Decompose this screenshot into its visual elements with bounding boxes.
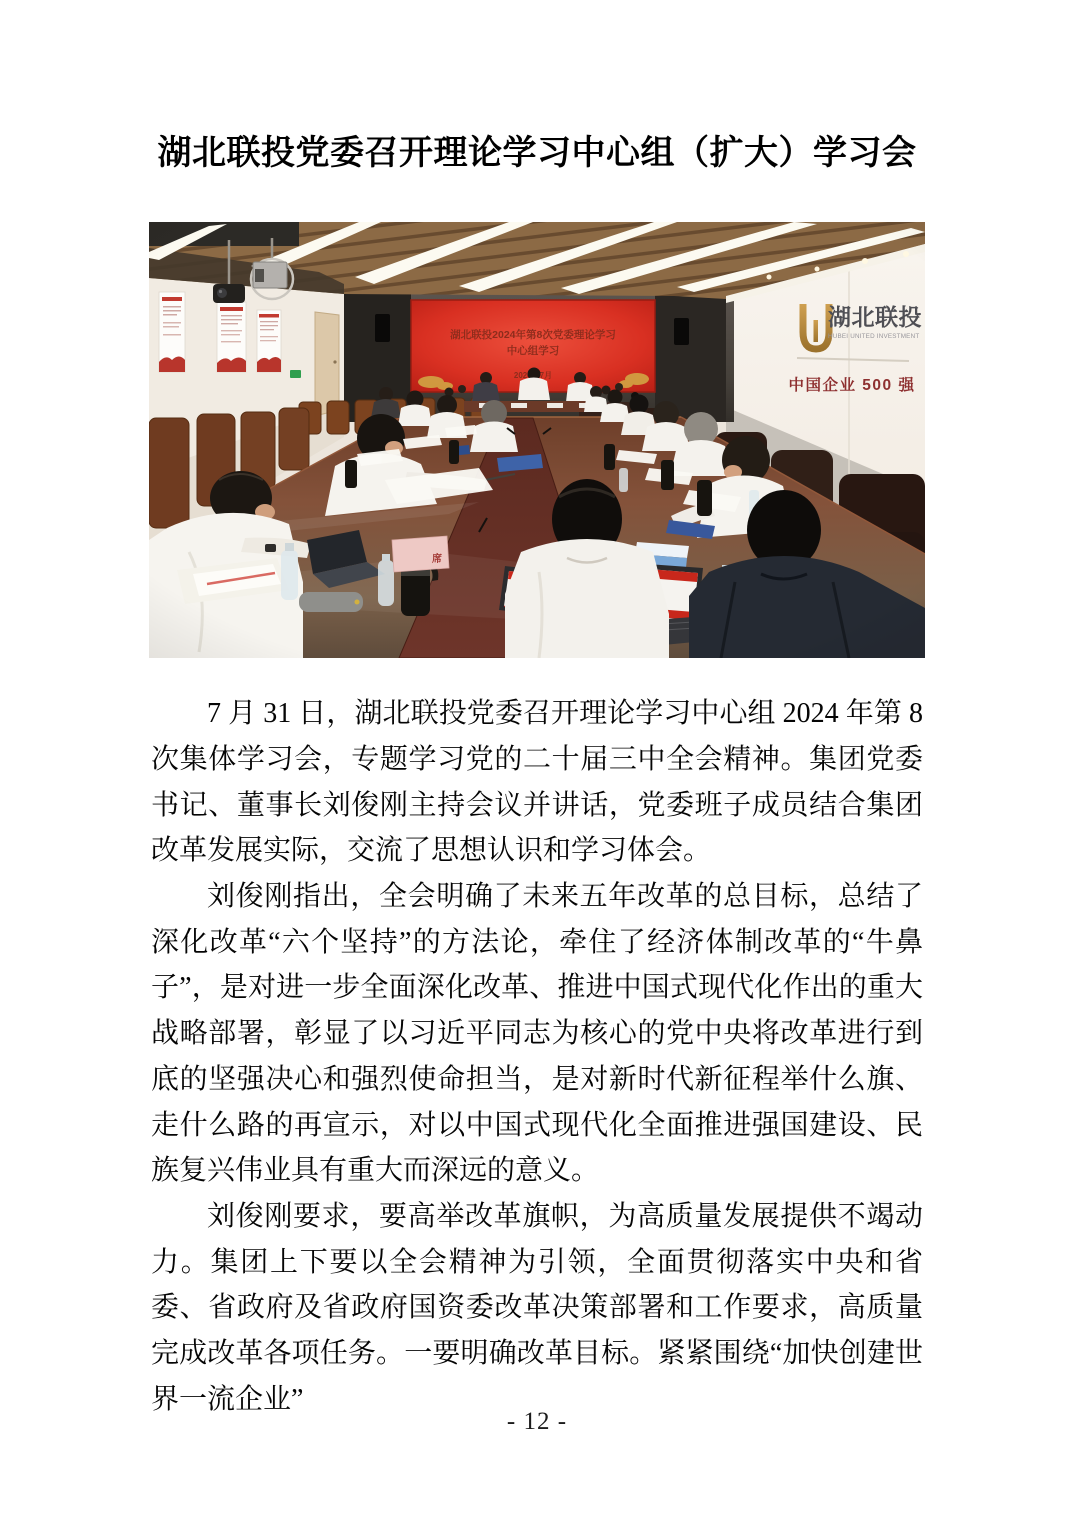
- paragraph-1: 7 月 31 日，湖北联投党委召开理论学习中心组 2024 年第 8 次集体学习会，专题学习党的二十届三中全会精神。集团党委书记、董事长刘俊刚主持会议并讲话，党委班子成员结合集团改革发展实际，交流了思想认识和学习体会。: [151, 698, 923, 867]
- meeting-photo: [149, 222, 925, 658]
- article-title: 湖北联投党委召开理论学习中心组（扩大）学习会: [157, 135, 917, 172]
- page-number: - 12 -: [506, 1408, 568, 1435]
- article-body: [151, 691, 923, 1422]
- conference-room-illustration: [149, 222, 925, 658]
- paragraph-2: 刘俊刚指出，全会明确了未来五年改革的总目标，总结了深化改革“六个坚持”的方法论，牵住了经济体制改革的“牛鼻子”，是对进一步全面深化改革、推进中国式现代化作出的重大战略部署，彰显了以习近平同志为核心的党中央将改革进行到底的坚强决心和强烈使命担当，是对新时代新征程举什么旗、走什么路的再宣示，对以中国式现代化全面推进强国建设、民族复兴伟业具有重大而深远的意义。: [151, 881, 923, 1187]
- paragraph-3: 刘俊刚要求，要高举改革旗帜，为高质量发展提供不竭动力。集团上下要以全会精神为引领，全面贯彻落实中央和省委、省政府及省政府国资委改革决策部署和工作要求，高质量完成改革各项任务。一要明确改革目标。紧紧围绕“加快创建世界一流企业”: [151, 1201, 923, 1415]
- photo-vignette: [149, 222, 925, 658]
